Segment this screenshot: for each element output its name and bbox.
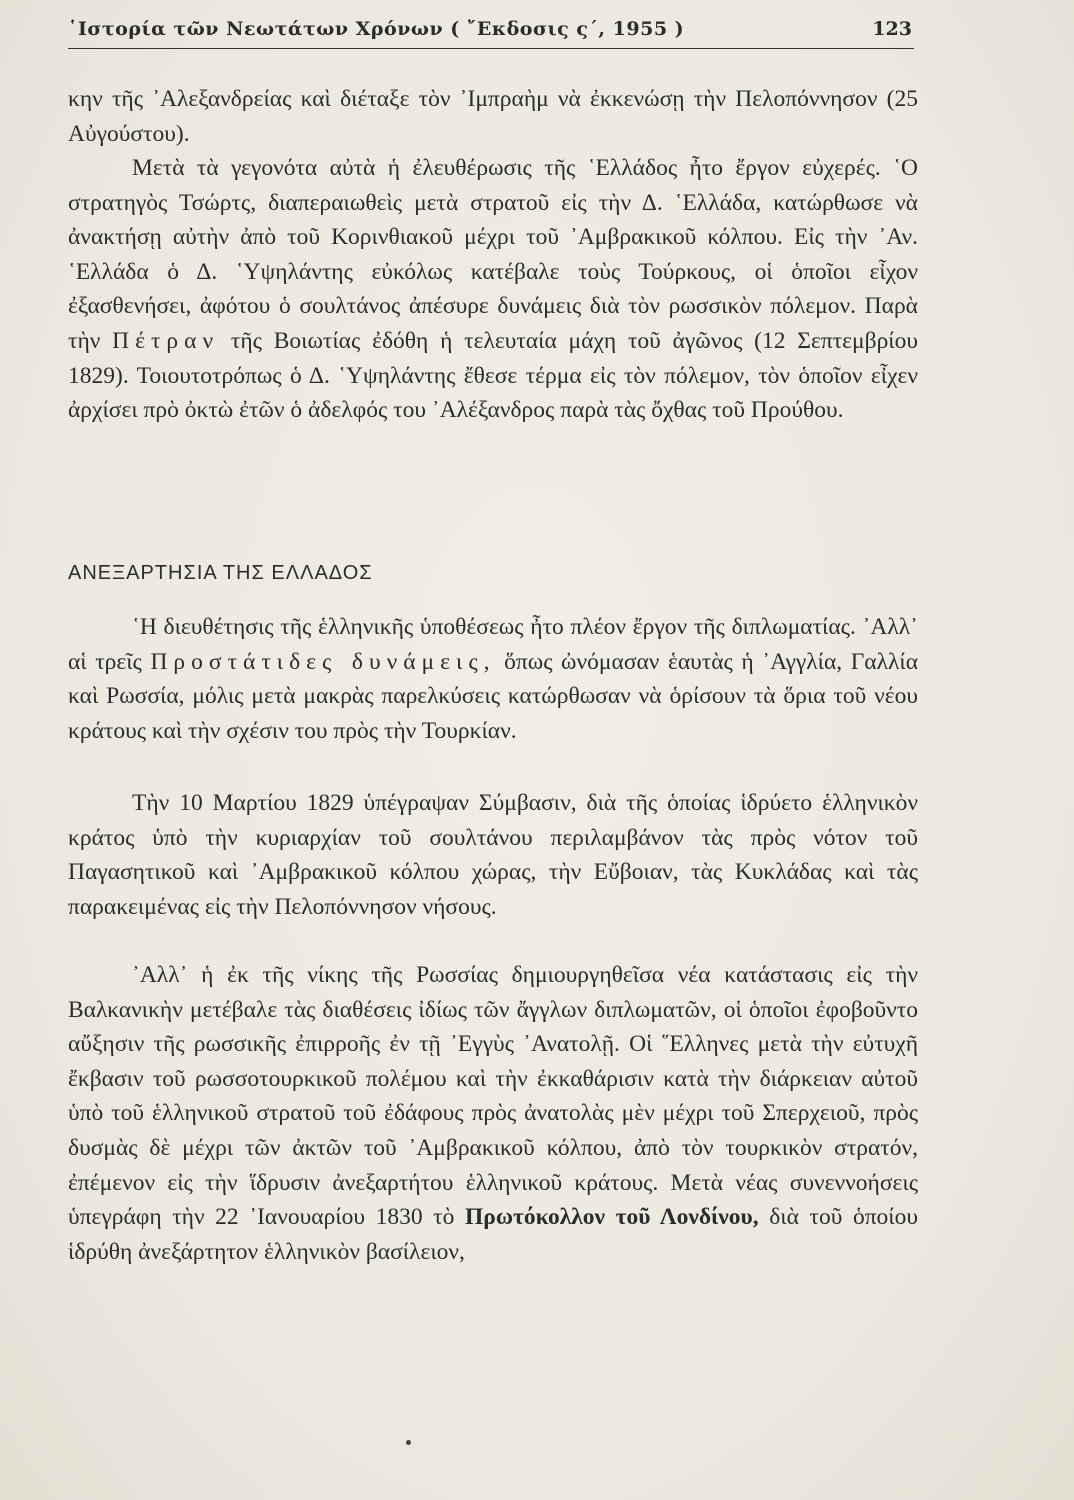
paragraph-3 bbox=[68, 610, 918, 748]
spaced-emphasis-protecting-powers: Προστάτιδες δυνάμεις, bbox=[150, 648, 496, 675]
header-title: ῾Ιστορία τῶν Νεωτάτων Χρόνων ( ῎Εκδοσις ς΄, 1955 ) bbox=[68, 18, 685, 40]
spaced-emphasis-petran: Πέτραν bbox=[112, 327, 220, 354]
paragraph-3-end: ὅπως ὠνόμασαν ἑαυτὰς ἡ ᾿Αγγλία, Γαλλία καὶ Ρωσσία, μόλις μετὰ μακρὰς παρελκύσεις κατώρθωσαν νὰ ὁρίσουν τὰ ὅρια τοῦ νέου κράτους καὶ τὴν σχέσιν του πρὸς τὴν Τουρκίαν. bbox=[68, 648, 919, 744]
paragraph-3-text: ῾Η διευθέτησις τῆς ἑλληνικῆς ὑποθέσεως ἦτο πλέον ἔργον τῆς διπλωματίας. ᾿Αλλ᾿ αἱ τρεῖς bbox=[68, 614, 918, 675]
paragraph-4: Τὴν 10 Μαρτίου 1829 ὑπέγραψαν Σύμβασιν, διὰ τῆς ὁποίας ἱδρύετο ἑλληνικὸν κράτος ὑπὸ τὴν κυριαρχίαν τοῦ σουλτάνου περιλαμβάνον τὰς πρὸς νότον τοῦ Παγασητικοῦ καὶ ᾿Αμβρακικοῦ κόλπου χώρας, τὴν Εὔβοιαν, τὰς Κυκλάδας καὶ τὰς παρακειμένας εἰς τὴν Πελοπόννησον νήσους. bbox=[68, 790, 918, 920]
paragraph-2-text: Μετὰ τὰ γεγονότα αὐτὰ ἡ ἐλευθέρωσις τῆς ῾Ελλάδος ἦτο ἔργον εὐχερές. ῾Ο στρατηγὸς Τσώρτς, διαπεραιωθεὶς μετὰ στρατοῦ εἰς τὴν Δ. ῾Ελλάδα, κατώρθωσε νὰ ἀνακτήσῃ αὐτὴν ἀπὸ τοῦ Κορινθιακοῦ μέχρι τοῦ ᾿Αμβρακικοῦ κόλπου. Εἰς τὴν ᾿Αν. ῾Ελλάδα ὁ Δ. ῾Υψηλάντης εὐκόλως κατέβαλε τοὺς Τούρκους, οἱ ὁποῖοι εἶχον ἐξασθενήσει, ἀφότου ὁ σουλτάνος ἀπέσυρε δυνάμεις διὰ τὸν ρωσσικὸν πόλεμον. Παρὰ τὴν bbox=[68, 155, 918, 354]
paragraph-1: κην τῆς ᾿Αλεξανδρείας καὶ διέταξε τὸν ᾿Ιμπραὴμ νὰ ἐκκενώσῃ τὴν Πελοπόννησον (25 Αὐγούστου). bbox=[68, 86, 918, 147]
page-number: 123 bbox=[872, 18, 912, 40]
running-header bbox=[68, 18, 914, 49]
paragraph-5-text: ᾿Αλλ᾿ ἡ ἐκ τῆς νίκης τῆς Ρωσσίας δημιουργηθεῖσα νέα κατάστασις εἰς τὴν Βαλκανικὴν μετέβαλε τὰς διαθέσεις ἰδίως τῶν ἄγγλων διπλωματῶν, οἱ ὁποῖοι ἐφοβοῦντο αὔξησιν τῆς ρωσσικῆς ἐπιρροῆς ἐν τῇ ᾿Εγγὺς ᾿Ανατολῇ. Οἱ ῞Ελληνες μετὰ τὴν εὐτυχῆ ἔκβασιν τοῦ ρωσσοτουρκικοῦ πολέμου καὶ τὴν ἐκκαθάρισιν κατὰ τὴν διάρκειαν αὐτοῦ ὑπὸ τοῦ ἑλληνικοῦ στρατοῦ τοῦ ἐδάφους πρὸς ἀνατολὰς μὲν μέχρι τοῦ Σπερχειοῦ, πρὸς δυσμὰς δὲ μέχρι τῶν ἀκτῶν τοῦ ᾿Αμβρακικοῦ κόλπου, ἀπὸ τὸν τουρκικὸν στρατόν, ἐπέμενον εἰς τὴν ἵδρυσιν ἀνεξαρτήτου ἑλληνικοῦ κράτους. Μετὰ νέας συνεννοήσεις ὑπεγράφη τὴν 22 ᾿Ιανουαρίου 1830 τὸ bbox=[68, 962, 918, 1231]
ink-dot-mark bbox=[406, 1440, 411, 1445]
section-heading: ΑΝΕΞΑΡΤΗΣΙΑ ΤΗΣ ΕΛΛΑΔΟΣ bbox=[68, 562, 373, 584]
paragraph-5-end: διὰ τοῦ ὁποίου ἱδρύθη ἀνεξάρτητον ἑλληνικὸν βασίλειον, bbox=[68, 1204, 919, 1265]
paragraph-2-end: τῆς Βοιωτίας ἐδόθη ἡ τελευταία μάχη τοῦ ἀγῶνος (12 Σεπτεμβρίου 1829). Τοιουτοτρόπως ὁ Δ. ῾Υψηλάντης ἔθεσε τέρμα εἰς τὸν πόλεμον, τὸν ὁποῖον εἶχεν ἀρχίσει πρὸ ὀκτὼ ἐτῶν ὁ ἀδελφός του ᾿Αλέξανδρος παρὰ τὰς ὄχθας τοῦ Προύθου. bbox=[68, 327, 919, 424]
bold-london-protocol: Πρωτόκολλον τοῦ Λονδίνου, bbox=[464, 1204, 759, 1231]
paragraph-5 bbox=[68, 958, 918, 1269]
paragraph-2 bbox=[68, 151, 918, 428]
